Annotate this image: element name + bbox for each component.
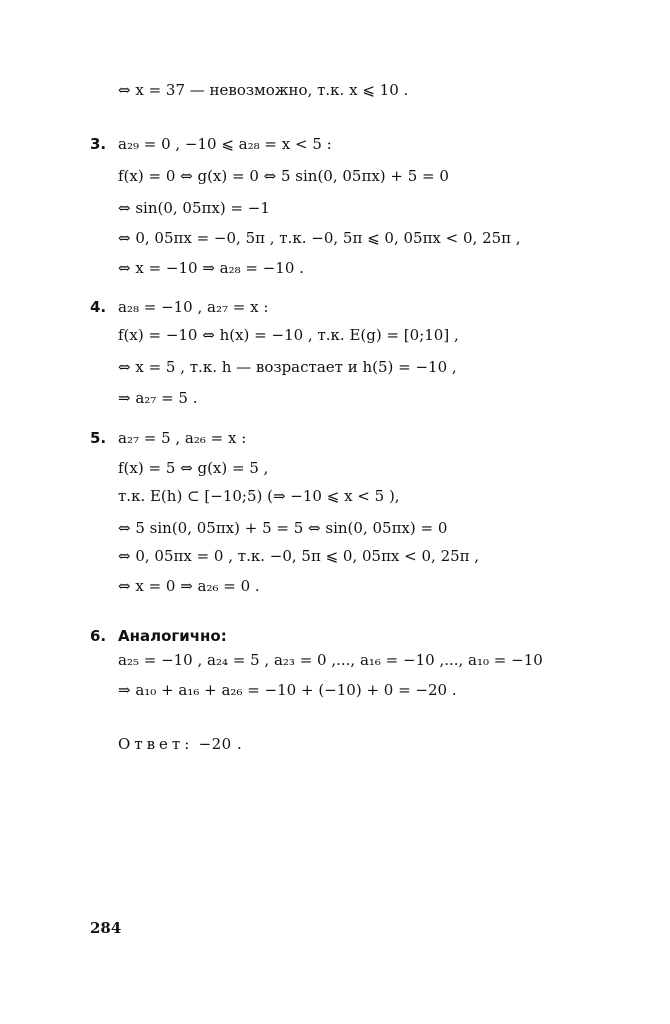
line-x-37-impossible: ⇔ x = 37 — невозможно, т.к. x ⩽ 10 . — [118, 81, 409, 99]
section-5-equation-2: ⇔ 5 sin(0, 05πx) + 5 = 5 ⇔ sin(0, 05πx) = 0 — [118, 519, 448, 537]
section-3-condition: a₂₉ = 0 , −10 ⩽ a₂₈ = x < 5 : — [118, 135, 332, 153]
section-4-equation-2: ⇔ x = 5 , т.к. h — возрастает и h(5) = −10 , — [118, 358, 457, 376]
section-6-title: Аналогично: — [118, 627, 227, 645]
section-5-equation-3: ⇔ 0, 05πx = 0 , т.к. −0, 5π ⩽ 0, 05πx < 0, 25π , — [118, 547, 480, 565]
section-6-values: a₂₅ = −10 , a₂₄ = 5 , a₂₃ = 0 ,..., a₁₆ = −10 ,..., a₁₀ = −10 — [118, 651, 543, 669]
section-4-number: 4. — [90, 298, 107, 316]
section-4-result: ⇒ a₂₇ = 5 . — [118, 389, 198, 407]
answer-value: −20 . — [198, 735, 243, 753]
section-5-condition: a₂₇ = 5 , a₂₆ = x : — [118, 429, 247, 447]
answer-line — [118, 734, 242, 754]
section-6-number: 6. — [90, 627, 107, 645]
section-3-number: 3. — [90, 135, 107, 153]
section-6-sum: ⇒ a₁₀ + a₁₆ + a₂₆ = −10 + (−10) + 0 = −20 . — [118, 681, 457, 699]
section-5-number: 5. — [90, 429, 107, 447]
section-3-equation-3: ⇔ 0, 05πx = −0, 5π , т.к. −0, 5π ⩽ 0, 05πx < 0, 25π , — [118, 229, 521, 247]
section-4-equation-1: f(x) = −10 ⇔ h(x) = −10 , т.к. E(g) = [0;10] , — [118, 326, 459, 344]
section-5-range-note: т.к. E(h) ⊂ [−10;5) (⇒ −10 ⩽ x < 5 ), — [118, 487, 400, 505]
section-5-result: ⇔ x = 0 ⇒ a₂₆ = 0 . — [118, 577, 260, 595]
section-5-equation-1: f(x) = 5 ⇔ g(x) = 5 , — [118, 459, 269, 477]
answer-label: Ответ: — [118, 735, 194, 753]
section-3-result: ⇔ x = −10 ⇒ a₂₈ = −10 . — [118, 259, 304, 277]
section-3-equation-1: f(x) = 0 ⇔ g(x) = 0 ⇔ 5 sin(0, 05πx) + 5 = 0 — [118, 167, 449, 185]
section-4-condition: a₂₈ = −10 , a₂₇ = x : — [118, 298, 269, 316]
section-3-equation-2: ⇔ sin(0, 05πx) = −1 — [118, 199, 270, 217]
page-number: 284 — [90, 919, 122, 937]
